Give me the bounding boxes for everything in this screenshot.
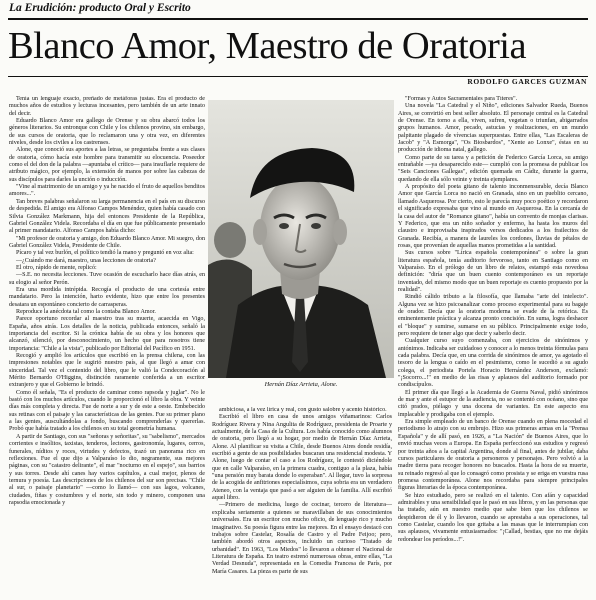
article-paragraph: "Formas y Autos Sacramentales para Títeres". (405, 96, 518, 102)
article-paragraph: Era una mordida intrépida. Recogía el producto de una cortesía entre mandatario. Pero la intención, harto evidente, hizo que entre los presentes desatara un espontáneo concierto de carrasperas. (9, 286, 205, 308)
article-paragraph: "Vine al matrimonio de un amigo y ya he nacido el fruto de aquellos benditos amores...". (9, 184, 205, 198)
article-paragraph: Recogió y amplió los artículos que escribió en la prensa chilena, con las impresiones notables que le sugirió nuestro país, al que llegó a amar con sinceridad. Tal vez el contenido del libro, que le valió la Condecoración al Mérito Bernardo O'Higgins, distinción raramente conferida a un escritor extranjero y que el Gobierno le brindó. (9, 353, 205, 389)
article-column-2 (212, 407, 392, 597)
article-column-3 (398, 96, 588, 596)
photo-caption: Hernán Díaz Arrieta, Alone. (264, 381, 338, 388)
article-paragraph: El otro, rápido de mente, replicó: (16, 264, 97, 271)
article-paragraph: Como él señala, "Es el producto de caminar como rapsoda y juglar". No le bastó con los muchos artículos, cuando le proporcionó el libro la obra. Y veinte días más completa y directa. Fue de norte a sur y de este a oeste. Embebecido sus retinas con el paisaje y las características de las gentes. Fue su primer plano a las gentes, auscultándolas a fondo, buscando comprenderlas y quererlas. Probó que había tratado a los chilenos en su total geometría humana. (9, 389, 205, 433)
article-paragraph: Cualquier curso suyo comenzaba, con ejercicios de sinónimos y antónimos. Indicaba ser cuidadoso y conocer a lo menos treinta fórmulas para cada palabra. Decía que, en una corrida de sinónimos de amor, ya agotado el tesoro de la lengua o caído en el pesimismo, como le sucedió a su agudo colega, el periodista Portela Horacio Hernández Anderson, exclamó: "¡Socorro...!" en medio de las risas y aplausos del auditorio formado por condiscípulos. (398, 338, 588, 389)
article-paragraph: Era simple empleado de un banco de Orense cuando en plena mocedad el periodismo lo atrajo con su embrujo. Hizo sus primeras armas en la "Prensa Española" y de allí pasó, en 1926, a "La Nación" de Buenos Aires, que lo envió muchas veces a Europa. En España perfeccionó sus estudios y regresó por treinta años a la capital Argentina, donde al final, antes de jubilar, daba cursos particulares de oratoria a personeros y personajes. Pero volvió a la madre tierra para recoger honores no buscados. Hasta la hora de su muerte, su reinado regresó al que lo consagró como prosista y se eriga en vuestra rusa promesa contemporánea. Alone nos recordaba para siempre principales figuras literarias de la época contemporánea. (398, 419, 588, 492)
article-paragraph: Se hizo estudiado, pero se realizó en el talento. Con afán y capacidad admirables y una sensibilidad que le pasó en sus libros, y en las personas que ha tratado, aún en nuestro medio que sabe bien que los chilenos se despidieron de él y lo llevaron, cuando se aprestaba a sus operaciones, tal como Castelar, cuando los que gritaba a las masas que le interrumpían con sus aplausos, vivamente entusiasmados: "¡Callad, bestias, que no me dejáis redondear los períodos...!". (398, 492, 588, 543)
article-paragraph: "Mi profesor de oratoria y amigo, don Eduardo Blanco Amor. Mi suegro, don Gabriel González Videla, Presidente de Chile. (9, 235, 205, 249)
article-paragraph: A propósito del poeta gitano de talento inconmensurable, decía Blanco Amor que García Lorca no nació en Granada, sino en un pueblito cercano, llamado Asquerosa. Por cierto, esto le parecía muy poco poético y recordaron el significado expresaba que vino al mundo en Asquerosa. En la cercanía de la casa del autor de "Romance gitano", había un convento de monjas clarisas. Y Federico, que era un niño soñador y enfermo, ha hasta los muros del claustro e improvisaba inspirados versos dedicados a los frailecitos de Granada. Recibía, a manera de laureles los cordones, lluvias de pétalos de rosas, que provenían de aquellas manos prometidas a la santidad. (398, 184, 588, 249)
article-paragraph: Escribió el libro en casa de unos amigos viñamarinos: Carlos Rodríguez Rivera y Nina Angulita de Rodríguez, presidenta de Proarte y actualmente, de la Casa de la Cultura. Los había conocido como alumnos de oratoria, pero llegó a su hogar, por medio de Hernán Díaz Arrieta, Alone. Al planificar su visita a Chile, desde Buenos Aires donde residía, escribió a gente de sus posibilidades buscaran una residencial modesta. Y Alone, luego de contar el caso a los Rodríguez, le contestó diciéndole que en calle Valparaíso, en la primera cuadra, contiguo a la plaza, había "una pensión muy barata donde lo esperaban". Al llegar, tuvo la sorpresa de la acogida de anfitriones especialísimos, cuya sobria era un verdadero Ateneo, con la ventaja que pasó a ser alguien de la familia. Allí escribió aquel libro. (212, 414, 392, 502)
article-paragraph: Rindió cálido tributo a la filosofía, que llamaba "arte del intelecto". Alguna vez se hizo psicoanalizar como proceso experimental para su bagaje de orador. Decía que la oratoria moderna se evade de la retórica. Es eminentemente práctica y alcanza pronto concisión. En suma, logra deshacer el "bloque" y sumirse, sumarse en su público. Principalmente exige todo, pero requiere de tener algo que decir y saberlo decir. (398, 294, 588, 337)
portrait-photo-icon (208, 100, 394, 378)
byline: RODOLFO GARCES GUZMAN (467, 77, 587, 86)
portrait-photo (208, 100, 394, 378)
article-paragraph: Sus cursos sobre "Lírica española contemporánea" o sobre la gran literatura española, tenía auditorio fervoroso, tanto en Santiago como en Valparaíso. En el prólogo de un libro de relatos, estampó esta novedosa definición: "diría que un buen cuento contemporáneo es un reportaje inventado, del mismo modo que un buen reportaje es cuento propuesto por la realidad". (398, 250, 588, 293)
article-paragraph: El primer día que llegó a la Academia de Guerra Naval, pidió sinónimos de mar y ante el estupor de la audiencia, no se contentó con océano, sino que citó prados, piélago y una docena de variantes. En este aspecto era implacable y prodigaba con el ejemplo. (398, 389, 588, 418)
section-heading: La Erudición: producto Oral y Escrito (9, 2, 191, 14)
article-column-1 (9, 96, 205, 596)
article-paragraph: —S.E. no necesita lecciones. Tuve ocasión de escucharlo hace días atrás, en su elogio al señor Perón. (9, 272, 205, 286)
article-paragraph: Eduardo Blanco Amor era gallego de Orense y su obra abarcó todos los géneros literarios. Su entronque con Chile y los chilenos provino, sin embargo, de sus cursos de oratoria, que lo reclamaron una y otra vez, en diferentes niveles, desde los civiles a los castrenses. (9, 118, 205, 147)
article-paragraph: A partir de Santiago, con sus "señoras y señoritas", su "sabelismo", mercados corrientes e insólitos, taxistas, tenderos, lectores, gastronomía, lugares, cerros, funerales, níditos y roces, virtudes y defectos, trazó un panorama rico en reflexiones. Fue el que dijo a Valparaíso lo dio, negramente, sus mejores páginas, con su "catastro delirante", el mar "nocturno en el espejo", sus barrios y sus torres. Desde ahí canes hay varios capítulos, a cual mejor, plenos de ternura y poesía. Las descripciones de los chilenos del sur son precisas. "Chile al sur, o paisaje planetario" —como lo llamó— con sus lagos, volcanes, ciudades, fiñas y costumbres y el norte, sin todo y minero, componen una rapsodia emocionada y (9, 433, 205, 506)
article-paragraph: Reproduce la anécdota tal como la contaba Blanco Amor. (16, 308, 156, 315)
article-paragraph: Tan breves palabras señalaron su larga permanencia en el país en su discurso de despedida. El amigo era Alfonso Campos Menéndez, quien había casado con Silvia González Markmann, hija del entonces Presidente de la República, Gabriel González Videla. Recordaba el día en que fue públicamente presentado al primer mandatario. Alfonso Campos había dicho: (9, 198, 205, 235)
headline: Blanco Amor, Maestro de Oratoria (8, 25, 527, 67)
article-paragraph: Parece oportuno recordar al maestro tras su muerte, acaecida en Vigo, España, años atrás. Los detalles de la noticia, publicada entonces, señaló la importancia del escritor. Si la crónica había de su obra y los honores que alcanzó, silenció, por desconocimiento, un hecho que para nosotros tiene importancia: "Chile a la vista", publicado por Editorial del Pacífico en 1951. (9, 316, 205, 352)
article-paragraph: ambiciosa, a la vez lírica y real, con gusto salobre y acento histórico. (219, 407, 387, 413)
article-paragraph: Pícaro y tal vez burlón, el político tendió la mano y preguntó en voz alta: (16, 250, 194, 257)
article-paragraph: Una novela "La Catedral y el Niño", ediciones Salvador Rueda, Buenos Aires, se convirtió en best seller absoluto. El personaje central es la Catedral de Orense. En torno a ella, viven, sufren, vegetan o triunfan, abigarrados grupos humanos. Amor, pecado, astucias y realizaciones, en un mundo palpitante plagado de vívencias superpuestas. Entre ellas, "Las Escaleras de Jacob" y "A Esmorga", "Os Biosbardos", "Xente ao Lonxe", éstas en su producción de idioma natal, gallego. (398, 103, 588, 154)
article-paragraph: —¿Cuándo me dará, maestro, unas lecciones de oratoria? (16, 257, 156, 264)
article-paragraph: Tenía un lenguaje exacto, preñado de metáforas justas. Era el producto de muchos años de estudios y lecturas incesantes, pero también de un arte innato del decir. (9, 96, 205, 117)
article-paragraph: —Primero de medicina, luego de cocinar, tercero de literatura— explicaba seriamente a quienes se maravillaban de sus conocimientos universales. Era un escritor con mucho oficio, de lenguaje rico y mucho imaginativo. Su poesía figura entre las mejores. En el ensayo destacó con trabajos sobre Castelar, Rosalía de Castro y el Padre Feijoo; pero, también abordó otros aspectos, incluido un curioso "Tratado de urbanidad". En 1963, "Los Miedos" lo llevaron a obtener el Nacional de Literatura de España. En teatro estrenó numerosas obras, entre ellas, "La Verdad Desnuda", representada en la Comedia Francesa de París, por María Casares. La pieza es parte de sus (212, 502, 392, 575)
article-paragraph: Alone, que conoció sus aportes a las letras, se preguntaba frente a sus clases de oratoria, cómo hacía este hombre para transmitir su elocuencia. Poseedor como el del don de la palabra —apuntaba el crítico— para insuflarle requiere de atributo mágico, por ejemplo, la extensión de manos por sobre las cabezas de sus discípulos para darles la unción o inducción. (9, 147, 205, 183)
article-paragraph: Como parte de su tarea y a petición de Federico García Lorca, su amigo entrañable —ya desaparecido este— cumplió con la promesa de publicar los "Seis Canciones Gallegas", edición quemada en Cádiz, durante la guerra, quedando de ella sólo veinte y treinta ejemplares. (398, 154, 588, 183)
